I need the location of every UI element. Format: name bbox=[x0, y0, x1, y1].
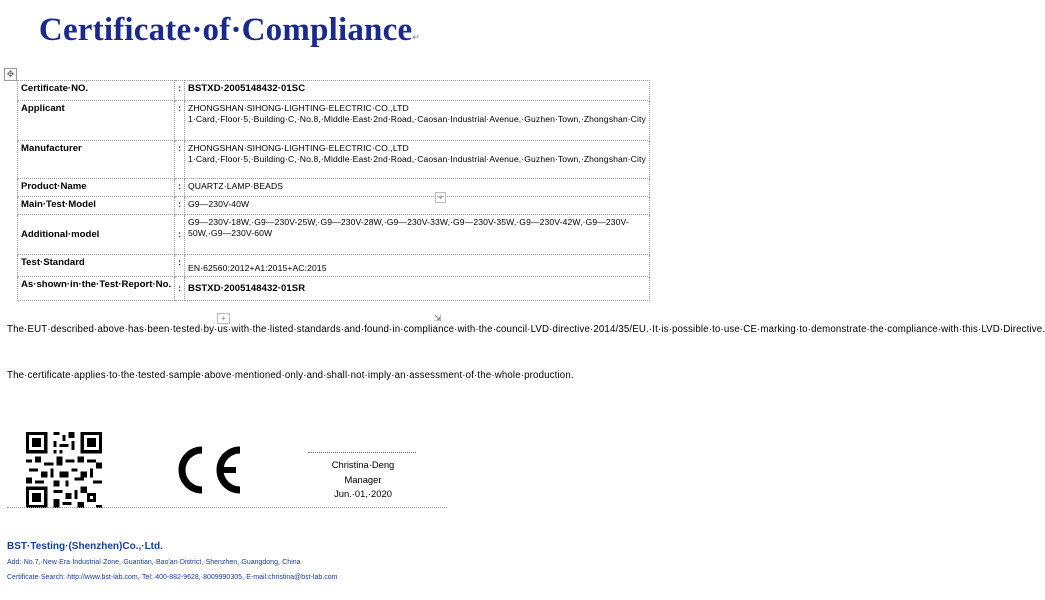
company-name: BST·Testing·(Shenzhen)Co.,·Ltd. bbox=[7, 541, 163, 552]
test-report-number: BSTXD·2005148432·01SR bbox=[184, 277, 649, 301]
manufacturer-address: 1·Card,·Floor·5,·Building·C,·No.8,·Middle·East·2nd·Road,·Caosan·Industrial·Avenue,·Guzhen·Town,·Zhongshan·City bbox=[187, 154, 646, 164]
company-contact: Certificate·Search:·http://www.bst-lab.com,·Tel:·400-882-9628,·8009990305,·E-mail:christina@bst-lab.com bbox=[7, 574, 338, 581]
row-separator: : bbox=[175, 215, 185, 255]
ce-mark-icon bbox=[172, 444, 246, 496]
add-row-plus-icon[interactable]: + bbox=[435, 192, 446, 203]
compliance-statement: The·EUT·described·above·has·been·tested·by·us·with·the·listed·standards·and·found·in·compliance·with·the·council·LVD·directive·2014/35/EU.·It·is·possible·to·use·CE·marking·to·demonstrate·the·compliance·with·this·LVD·Directive. bbox=[7, 324, 1045, 335]
signature-line bbox=[308, 452, 416, 453]
product-name-value: QUARTZ·LAMP·BEADS bbox=[184, 179, 649, 197]
row-label: Applicant bbox=[18, 101, 175, 141]
divider bbox=[7, 507, 447, 508]
row-separator: : bbox=[175, 255, 185, 277]
table-row bbox=[18, 179, 650, 197]
applicant-value bbox=[184, 101, 649, 141]
row-separator: : bbox=[175, 197, 185, 215]
table-row bbox=[18, 101, 650, 141]
row-label: Test·Standard bbox=[18, 255, 175, 277]
certificate-number: BSTXD·2005148432·01SC bbox=[184, 81, 649, 101]
row-label: Main·Test·Model bbox=[18, 197, 175, 215]
signatory-name: Christina·Deng bbox=[331, 459, 395, 470]
applicant-name: ZHONGSHAN·SIHONG·LIGHTING·ELECTRIC·CO.,LTD bbox=[187, 103, 409, 113]
company-address: Add:·No.7,·New·Era·Industrial·Zone,·Guantian,·Bao'an·District,·Shenzhen,·Guangdong,·China bbox=[7, 559, 301, 566]
add-table-row-plus-icon[interactable]: + bbox=[217, 313, 230, 324]
row-label: Manufacturer bbox=[18, 141, 175, 179]
table-resize-handle-icon[interactable]: ⇲ bbox=[434, 313, 442, 323]
manufacturer-name: ZHONGSHAN·SIHONG·LIGHTING·ELECTRIC·CO.,LTD bbox=[187, 143, 409, 153]
row-separator: : bbox=[175, 179, 185, 197]
row-separator: : bbox=[175, 101, 185, 141]
table-move-handle-icon[interactable]: ✥ bbox=[4, 68, 17, 81]
table-row bbox=[18, 81, 650, 101]
table-row bbox=[18, 255, 650, 277]
table-row bbox=[18, 141, 650, 179]
table-row bbox=[18, 215, 650, 255]
row-label: Product·Name bbox=[18, 179, 175, 197]
table-row bbox=[18, 277, 650, 301]
row-separator: : bbox=[175, 81, 185, 101]
certificate-table bbox=[17, 80, 650, 301]
row-separator: : bbox=[175, 277, 185, 301]
table-row bbox=[18, 197, 650, 215]
signature-date: Jun.·01,·2020 bbox=[334, 488, 392, 499]
main-test-model-value: G9—230V-40W bbox=[184, 197, 649, 215]
certificate-scope-statement: The·certificate·applies·to·the·tested·sample·above·mentioned·only·and·shall·not·imply·an·assessment·of·the·whole·production. bbox=[7, 370, 574, 381]
manufacturer-value bbox=[184, 141, 649, 179]
test-standard-value: EN·62560:2012+A1:2015+AC:2015 bbox=[184, 255, 649, 277]
row-label: Certificate·NO. bbox=[18, 81, 175, 101]
certificate-title: Certificate·of·Compliance↵ bbox=[38, 12, 421, 48]
row-label: As·shown·in·the·Test·Report·No. bbox=[18, 277, 175, 301]
signatory-role: Manager bbox=[344, 474, 382, 485]
applicant-address: 1·Card,·Floor·5,·Building·C,·No.8,·Middle·East·2nd·Road,·Caosan·Industrial·Avenue,·Guzhen·Town,·Zhongshan·City bbox=[187, 114, 646, 124]
qr-code-icon bbox=[26, 432, 102, 508]
row-label: Additional·model bbox=[18, 215, 175, 255]
additional-model-value: G9—230V-18W,·G9—230V-25W,·G9—230V-28W,·G9—230V-33W,·G9—230V-35W,·G9—230V-42W,·G9—230V-50W,·G9—230V-60W bbox=[184, 215, 649, 255]
row-separator: : bbox=[175, 141, 185, 179]
